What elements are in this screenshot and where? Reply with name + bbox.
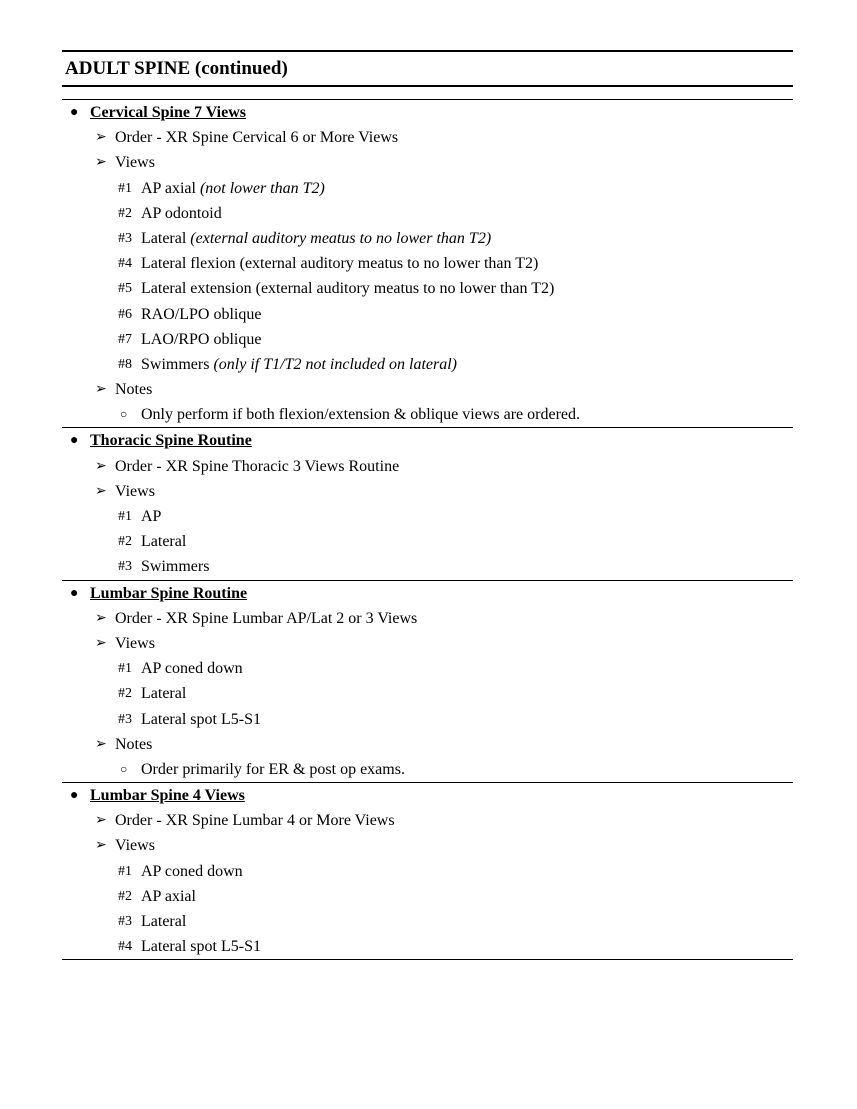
view-note: (not lower than T2) <box>199 179 325 197</box>
arrow-bullet-icon: ➢ <box>95 838 107 854</box>
view-number: #4 <box>118 939 132 955</box>
view-text: RAO/LPO oblique <box>141 305 262 323</box>
view-number: #1 <box>118 661 132 677</box>
view-item <box>62 201 793 226</box>
arrow-bullet-icon: ➢ <box>95 155 107 171</box>
view-text: Lateral <box>141 913 187 930</box>
circle-bullet-icon: ○ <box>120 407 128 422</box>
view-number: #2 <box>118 205 132 221</box>
page-title: ADULT SPINE (continued) <box>65 58 288 79</box>
view-number: #2 <box>118 888 132 904</box>
view-number: #3 <box>118 914 132 929</box>
notes-label: Notes <box>115 381 153 399</box>
document-page <box>62 50 793 960</box>
section-heading <box>62 428 793 453</box>
arrow-bullet-icon: ➢ <box>95 610 107 626</box>
view-item <box>62 327 793 352</box>
view-number: #4 <box>118 256 132 272</box>
views-label-line <box>62 479 793 504</box>
view-item <box>62 176 793 201</box>
arrow-bullet-icon: ➢ <box>95 736 107 752</box>
view-item <box>62 681 793 706</box>
views-label: Views <box>115 634 155 652</box>
note-text: Order primarily for ER & post op exams. <box>141 760 405 778</box>
view-number: #2 <box>118 534 132 550</box>
views-label: Views <box>115 154 155 172</box>
bullet-icon: ● <box>70 433 79 449</box>
section-heading <box>62 783 793 808</box>
section-heading-text: Lumbar Spine 4 Views <box>90 787 245 805</box>
sections-container <box>62 100 793 960</box>
view-text: AP <box>141 508 162 525</box>
views-label-line <box>62 631 793 656</box>
view-text: AP coned down <box>141 660 243 678</box>
view-number: #1 <box>118 509 132 524</box>
views-label: Views <box>115 482 155 500</box>
view-text: AP odontoid <box>141 204 222 222</box>
arrow-bullet-icon: ➢ <box>95 458 107 474</box>
view-text: LAO/RPO oblique <box>141 330 262 348</box>
section-heading-text: Thoracic Spine Routine <box>90 432 252 450</box>
section-0 <box>62 100 793 427</box>
view-item <box>62 276 793 301</box>
view-text: Lateral spot L5-S1 <box>141 938 261 956</box>
view-item <box>62 656 793 681</box>
view-item <box>62 707 793 732</box>
section-3 <box>62 783 793 959</box>
view-note: (only if T1/T2 not included on lateral) <box>213 355 457 373</box>
view-number: #5 <box>118 281 132 297</box>
bullet-icon: ● <box>70 788 79 804</box>
view-number: #7 <box>118 331 132 347</box>
notes-label-line <box>62 377 793 402</box>
order-text: Order - XR Spine Cervical 6 or More Views <box>115 129 399 147</box>
view-text: AP coned down <box>141 862 243 880</box>
view-text: AP axial <box>141 887 196 905</box>
view-number: #8 <box>118 356 132 372</box>
view-item <box>62 529 793 554</box>
arrow-bullet-icon: ➢ <box>95 483 107 499</box>
bullet-icon: ● <box>70 585 79 601</box>
view-number: #1 <box>118 863 132 879</box>
note-item <box>62 757 793 782</box>
notes-label-line <box>62 732 793 757</box>
view-note: (external auditory meatus to no lower than T2) <box>190 229 492 247</box>
section-2 <box>62 581 793 783</box>
section-1 <box>62 428 793 579</box>
arrow-bullet-icon: ➢ <box>95 813 107 829</box>
order-text: Order - XR Spine Lumbar AP/Lat 2 or 3 Views <box>115 609 418 627</box>
views-label-line <box>62 833 793 858</box>
order-line <box>62 125 793 150</box>
view-item <box>62 884 793 909</box>
view-number: #3 <box>118 559 132 575</box>
view-item <box>62 909 793 934</box>
view-item <box>62 352 793 377</box>
view-item <box>62 251 793 276</box>
view-text: Lateral spot L5-S1 <box>141 710 261 728</box>
view-number: #1 <box>118 180 132 196</box>
note-text: Only perform if both flexion/extension & oblique views are ordered. <box>141 406 580 424</box>
view-item <box>62 934 793 959</box>
view-text: Lateral <box>141 533 187 551</box>
order-line <box>62 606 793 631</box>
view-text: Lateral <box>141 229 187 247</box>
arrow-bullet-icon: ➢ <box>95 130 107 146</box>
view-item <box>62 554 793 579</box>
view-item <box>62 302 793 327</box>
order-line <box>62 454 793 479</box>
view-number: #3 <box>118 230 132 246</box>
notes-label: Notes <box>115 735 153 753</box>
bullet-icon: ● <box>70 105 79 120</box>
section-heading-text: Cervical Spine 7 Views <box>90 104 246 121</box>
order-text: Order - XR Spine Thoracic 3 Views Routine <box>115 457 400 475</box>
note-item <box>62 402 793 427</box>
section-heading-text: Lumbar Spine Routine <box>90 584 248 602</box>
order-text: Order - XR Spine Lumbar 4 or More Views <box>115 812 395 830</box>
order-line <box>62 808 793 833</box>
view-text: Lateral extension (external auditory meatus to no lower than T2) <box>141 280 555 298</box>
section-divider <box>62 959 793 960</box>
arrow-bullet-icon: ➢ <box>95 382 107 398</box>
views-label-line <box>62 150 793 175</box>
view-number: #6 <box>118 306 132 322</box>
views-label: Views <box>115 837 155 855</box>
circle-bullet-icon: ○ <box>120 761 128 776</box>
view-item <box>62 504 793 529</box>
view-item <box>62 226 793 251</box>
view-number: #3 <box>118 711 132 727</box>
view-text: Swimmers <box>141 355 210 373</box>
section-heading <box>62 100 793 125</box>
arrow-bullet-icon: ➢ <box>95 635 107 651</box>
view-text: Lateral flexion (external auditory meatus to no lower than T2) <box>141 255 539 273</box>
view-number: #2 <box>118 686 132 702</box>
view-text: Lateral <box>141 685 187 703</box>
view-item <box>62 859 793 884</box>
section-heading <box>62 581 793 606</box>
view-text: Swimmers <box>141 558 210 576</box>
view-text: AP axial <box>141 179 196 197</box>
